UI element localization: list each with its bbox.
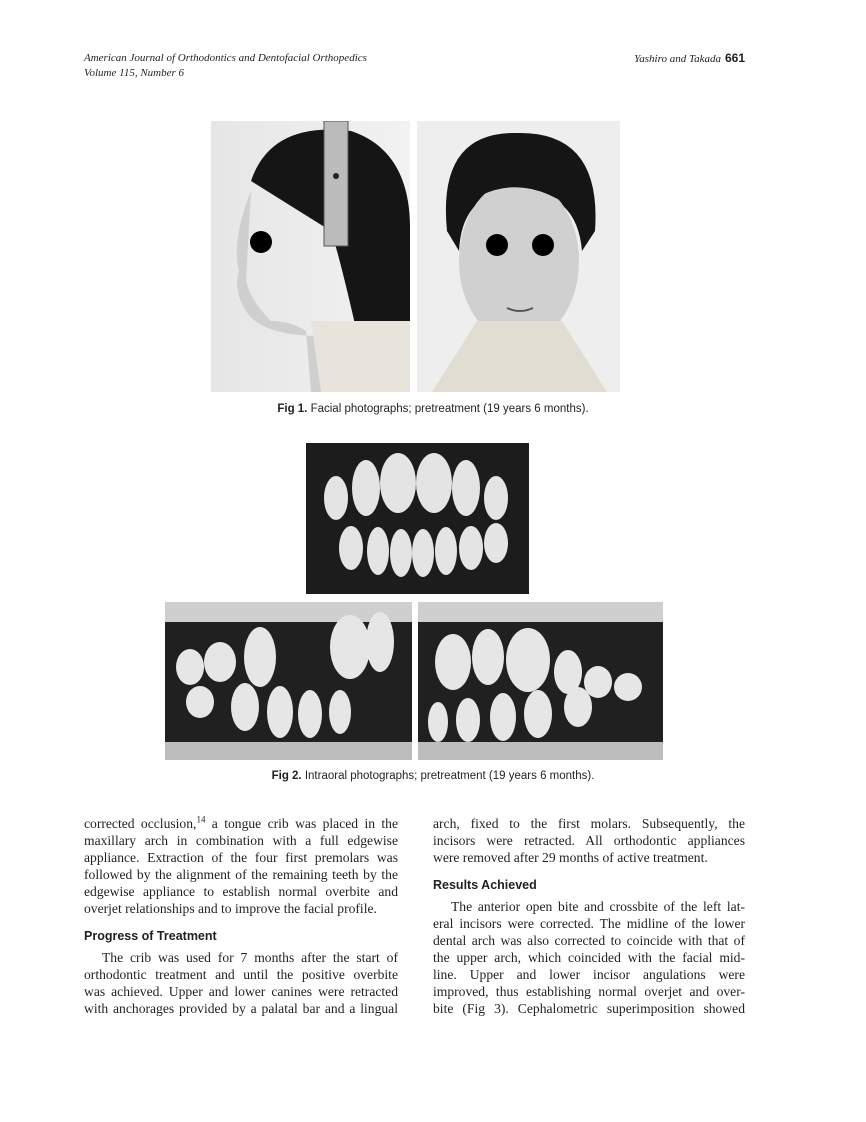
frontal-photo [417,121,620,392]
text-line: line. Upper and lower incisor angulations were [433,967,745,982]
intraoral-frontal-photo [306,443,529,594]
text-line: The crib was used for 7 months after the start of [102,950,398,965]
text-line: corrected occlusion,$^{14}$ a tongue crib was placed in the [84,814,398,831]
text-line: dental arch was also corrected to coincide with that of [433,933,745,948]
fig2-label: Fig 2. [271,770,302,782]
text-line: with anchorages provided by a palatal bar and a lingual [84,1001,398,1016]
intraoral-right-photo [165,602,412,760]
fig1-caption [0,403,866,415]
text-line: arch, fixed to the first molars. Subsequently, the [433,816,745,831]
journal-title: American Journal of Orthodontics and Dentofacial Orthopedics [84,52,367,64]
fig2-caption-text: Intraoral photographs; pretreatment (19 years 6 months). [304,770,595,782]
page-number: 661 [724,51,745,65]
text-line: orthodontic treatment and until the positive overbite [84,967,398,982]
text-line: followed by the alignment of the remaining teeth by the [84,867,398,882]
authors: Yashiro and Takada [634,53,721,65]
intraoral-left-photo [418,602,663,760]
citation: 14 [196,814,206,825]
profile-face-image [211,121,410,392]
journal-volume: Volume 115, Number 6 [84,67,185,79]
frontal-teeth-image [306,443,529,594]
text-line: the upper arch, which coincided with the facial mid- [433,950,745,965]
fig1-label: Fig 1. [277,403,308,415]
profile-photo [211,121,410,392]
text-line: edgewise appliance to establish normal overbite and [84,884,398,899]
text-line: The anterior open bite and crossbite of the left lat- [451,899,745,914]
running-head [634,51,745,65]
frontal-face-image [417,121,620,392]
left-lateral-teeth-image [418,602,663,760]
text-line: improved, thus establishing normal overjet and over- [433,984,745,999]
section-heading: Progress of Treatment [84,929,217,943]
text-line: maxillary arch in combination with a full edgewise [84,833,398,848]
text-line: incisors were retracted. All orthodontic appliances [433,833,745,848]
right-lateral-teeth-image [165,602,412,760]
text-line: eral incisors were corrected. The midline of the lower [433,916,745,931]
fig1-caption-text: Facial photographs; pretreatment (19 years 6 months). [310,403,589,415]
section-heading: Results Achieved [433,878,537,892]
fig2-caption [0,770,866,782]
text-line: was achieved. Upper and lower canines were retracted [84,984,398,999]
text-line: bite (Fig 3). Cephalometric superimposition showed [433,1001,745,1016]
text-line: appliance. Extraction of the four first premolars was [84,850,398,865]
text-line: were removed after 29 months of active treatment. [433,850,708,865]
text-line: overjet relationships and to improve the facial profile. [84,901,377,916]
